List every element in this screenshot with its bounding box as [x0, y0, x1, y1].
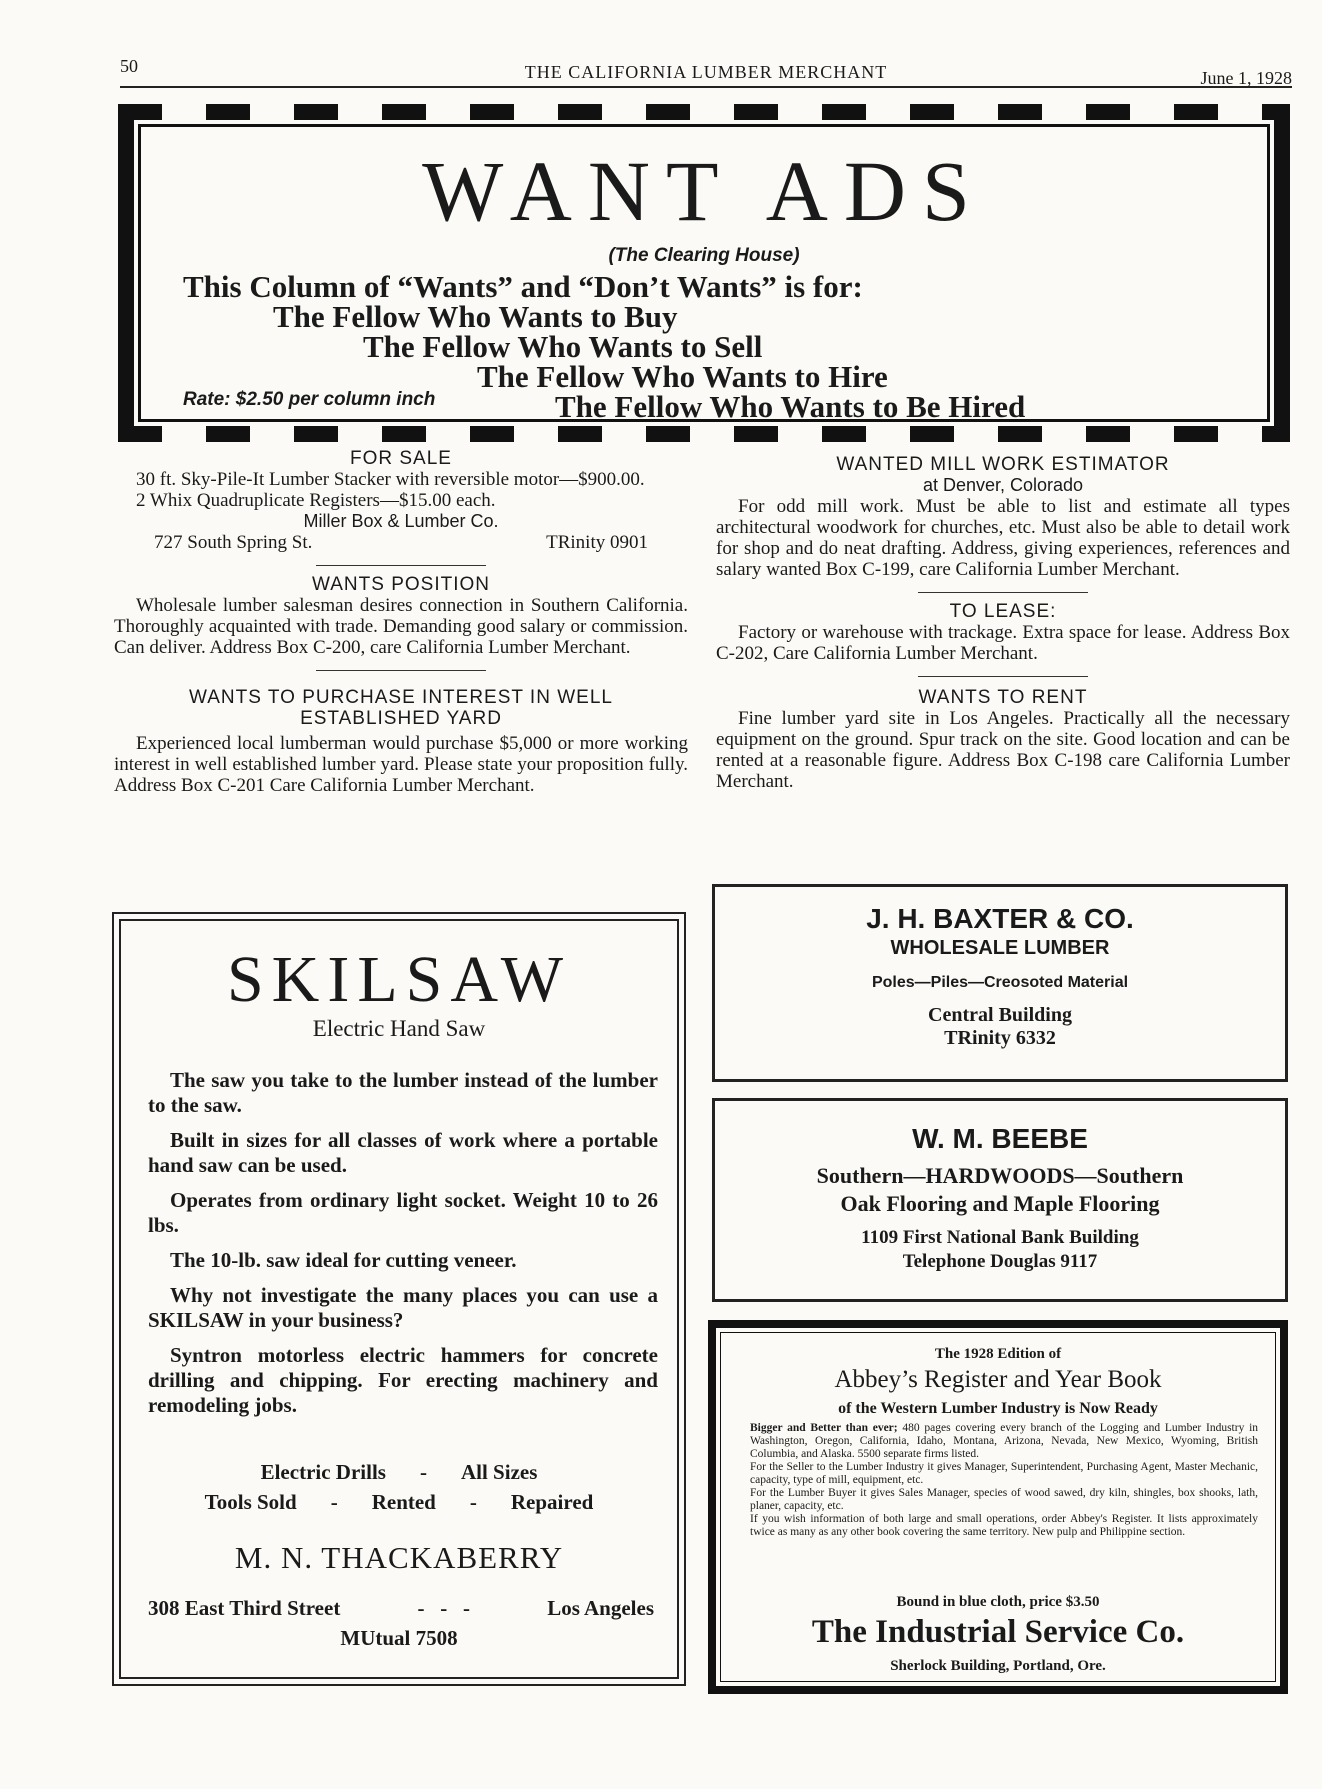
beebe-ad [712, 1098, 1288, 1302]
abbey-edition: The 1928 Edition of [934, 1346, 1062, 1362]
skilsaw-tools-line [114, 1490, 684, 1515]
electric-drills-label: Electric Drills [260, 1460, 386, 1484]
for-sale-contact [114, 532, 688, 553]
estimator-location: at Denver, Colorado [922, 475, 1084, 495]
baxter-name: J. H. BAXTER & CO. [866, 903, 1134, 934]
skilsaw-paragraph-5: Why not investigate the many places you can use a SKILSAW in your business? [148, 1283, 658, 1332]
beebe-line-2: Oak Flooring and Maple Flooring [840, 1191, 1160, 1216]
want-ads-subtitle: (The Clearing House) [608, 245, 800, 266]
thackaberry-name: M. N. THACKABERRY [234, 1540, 564, 1575]
classifieds-right [716, 454, 1290, 792]
banner-line-5: The Fellow Who Wants to Be Hired [555, 389, 1026, 424]
skilsaw-paragraph-6: Syntron motorless electric hammers for concrete drilling and chipping. For erecting machinery and remodeling jobs. [148, 1343, 658, 1417]
beebe-line-1: Southern—HARDWOODS—Southern [816, 1163, 1184, 1188]
baxter-products: Poles—Piles—Creosoted Material [871, 974, 1129, 991]
skilsaw-paragraph-3: Operates from ordinary light socket. Weight 10 to 26 lbs. [148, 1188, 658, 1237]
issue-date: June 1, 1928 [1200, 68, 1292, 88]
want-ads-title: WANT ADS [422, 143, 986, 239]
wants-position-body: Wholesale lumber salesman desires connection in Southern California. Thoroughly acquainted with trade. Demanding good salary or commission. Can deliver. Address Box C-200, care California Lumber Merchant. [114, 595, 688, 658]
skilsaw-drills-line [114, 1460, 684, 1485]
to-lease-heading: TO LEASE: [949, 601, 1057, 622]
thackaberry-city: Los Angeles [547, 1596, 654, 1620]
page-header [120, 56, 1292, 88]
skilsaw-paragraph-4: The 10-lb. saw ideal for cutting veneer. [170, 1248, 517, 1272]
wants-position-heading: WANTS POSITION [312, 574, 490, 595]
skilsaw-subtitle: Electric Hand Saw [312, 1016, 486, 1041]
all-sizes-label: All Sizes [460, 1460, 538, 1484]
for-sale-heading: FOR SALE [350, 448, 452, 469]
for-sale-address: 727 South Spring St. [154, 532, 313, 553]
for-sale-phone: TRinity 0901 [546, 532, 648, 553]
baxter-building: Central Building [928, 1004, 1072, 1026]
dash: - [419, 1460, 427, 1484]
to-lease-body: Factory or warehouse with trackage. Extra space for lease. Address Box C-202, Care California Lumber Merchant. [716, 622, 1290, 664]
abbey-lead: Bigger and Better than ever; [750, 1422, 898, 1434]
wants-rent-heading: WANTS TO RENT [918, 687, 1088, 708]
thackaberry-address [148, 1596, 654, 1621]
banner-line-3: The Fellow Who Wants to Sell [363, 329, 763, 364]
rented-label: Rented [371, 1490, 436, 1514]
for-sale-item-1: 30 ft. Sky-Pile-It Lumber Stacker with reversible motor—$900.00. [136, 469, 645, 490]
beebe-phone: Telephone Douglas 9117 [902, 1251, 1098, 1272]
industrial-service-name: The Industrial Service Co. [811, 1614, 1185, 1650]
beebe-name: W. M. BEEBE [912, 1123, 1088, 1154]
skilsaw-paragraph-2: Built in sizes for all classes of work where a portable hand saw can be used. [148, 1128, 658, 1177]
ad-rate: Rate: $2.50 per column inch [183, 389, 436, 410]
dash: - [330, 1490, 338, 1514]
separator [316, 670, 486, 671]
tools-sold-label: Tools Sold [204, 1490, 297, 1514]
abbey-subtitle: of the Western Lumber Industry is Now Ready [838, 1400, 1158, 1417]
abbey-price: Bound in blue cloth, price $3.50 [896, 1594, 1100, 1610]
baxter-ad [712, 884, 1288, 1082]
banner-line-2: The Fellow Who Wants to Buy [273, 299, 678, 334]
baxter-type: WHOLESALE LUMBER [890, 937, 1110, 959]
dashes: - - - [417, 1596, 471, 1620]
for-sale-company: Miller Box & Lumber Co. [303, 511, 499, 531]
abbey-copy [750, 1422, 1258, 1539]
abbey-title: Abbey’s Register and Year Book [834, 1366, 1162, 1393]
baxter-phone: TRinity 6332 [944, 1027, 1056, 1049]
abbey-paragraph-2: For the Seller to the Lumber Industry it gives Manager, Superintendent, Purchasing Agent, Master Mechanic, capacity, type of mill, equipment, etc. [750, 1461, 1258, 1486]
skilsaw-copy [148, 1068, 658, 1418]
skilsaw-title: SKILSAW [226, 943, 572, 1016]
abbey-paragraph-1-text: 480 pages covering every branch of the Logging and Lumber Industry in Washington, Oregon, California, Idaho, Montana, Arizona, Nevada, New Mexico, Wyoming, British Columbia, and Alaska. 5500 separate firms listed. [750, 1422, 1259, 1460]
banner-line-4: The Fellow Who Wants to Hire [477, 359, 888, 394]
skilsaw-ad [112, 912, 686, 1686]
skilsaw-paragraph-1: The saw you take to the lumber instead of the lumber to the saw. [148, 1068, 658, 1117]
separator [918, 676, 1088, 677]
abbey-paragraph-4: If you wish information of both large and small operations, order Abbey's Register. It lists approximately twice as many as any other book covering the same territory. New pulp and Philippine section. [750, 1513, 1258, 1538]
industrial-service-address: Sherlock Building, Portland, Ore. [890, 1658, 1106, 1674]
thackaberry-street: 308 East Third Street [148, 1596, 341, 1620]
classifieds-left [114, 448, 688, 796]
header-rule [120, 86, 1292, 88]
dash: - [469, 1490, 477, 1514]
abbey-paragraph-1 [750, 1422, 1258, 1461]
publication-title: THE CALIFORNIA LUMBER MERCHANT [524, 62, 888, 82]
abbey-paragraph-3: For the Lumber Buyer it gives Sales Manager, species of wood sawed, dry kiln, shingles, box shooks, lath, planer, capacity, etc. [750, 1487, 1258, 1512]
for-sale-item-2: 2 Whix Quadruplicate Registers—$15.00 each. [136, 490, 496, 511]
page-number: 50 [120, 56, 138, 76]
want-ads-banner [118, 104, 1290, 442]
estimator-body: For odd mill work. Must be able to list and estimate all types architectural woodwork for churches, etc. Must also be able to detail work for shop and do neat drafting. Address, giving experiences, references and salary wanted Box C-199, care California Lumber Merchant. [716, 496, 1290, 580]
banner-inner-frame [138, 124, 1270, 422]
separator [918, 592, 1088, 593]
banner-line-1: This Column of “Wants” and “Don’t Wants” is for: [183, 269, 863, 304]
beebe-address: 1109 First National Bank Building [861, 1227, 1139, 1248]
thackaberry-phone: MUtual 7508 [340, 1626, 458, 1650]
wants-rent-body: Fine lumber yard site in Los Angeles. Practically all the necessary equipment on the ground. Spur track on the site. Good location and can be rented at a reasonable figure. Address Box C-198 care California Lumber Merchant. [716, 708, 1290, 792]
wants-purchase-heading: WANTS TO PURCHASE INTEREST IN WELL ESTABLISHED YARD [189, 687, 613, 729]
separator [316, 565, 486, 566]
repaired-label: Repaired [510, 1490, 594, 1514]
estimator-heading: WANTED MILL WORK ESTIMATOR [836, 454, 1170, 475]
wants-purchase-body: Experienced local lumberman would purchase $5,000 or more working interest in well established lumber yard. Please state your proposition fully. Address Box C-201 Care California Lumber Merchant. [114, 733, 688, 796]
abbey-ad [708, 1320, 1288, 1694]
